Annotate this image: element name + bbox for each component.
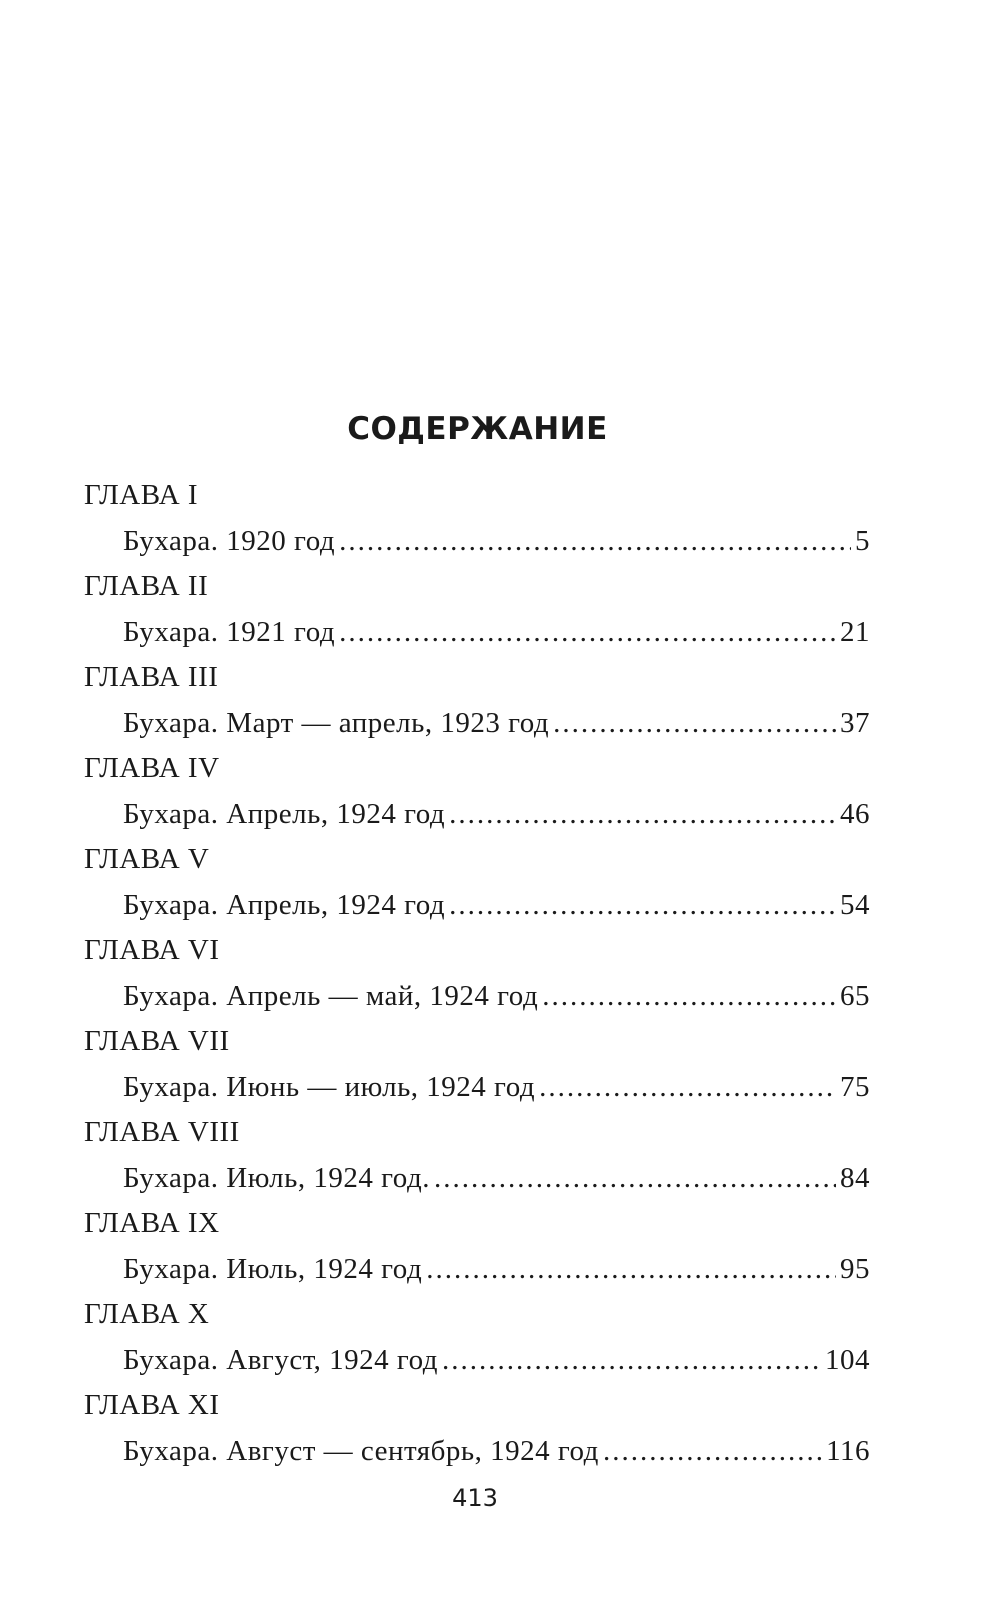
entry-title: Бухара. Август, 1924 год xyxy=(123,1344,439,1376)
toc-chapter xyxy=(84,473,870,564)
entry-page-number: 84 xyxy=(840,1162,870,1194)
entry-title: Бухара. Апрель — май, 1924 год xyxy=(123,980,539,1012)
dot-leader xyxy=(339,609,836,655)
entry-page-number: 37 xyxy=(840,707,870,739)
toc-heading: СОДЕРЖАНИЕ xyxy=(347,411,608,447)
entry-page-number: 75 xyxy=(840,1071,870,1103)
entry-title: Бухара. Июнь — июль, 1924 год xyxy=(123,1071,536,1103)
entry-page-number: 65 xyxy=(840,980,870,1012)
entry-page-number: 104 xyxy=(825,1344,870,1376)
dot-leader xyxy=(426,1246,836,1292)
dot-leader xyxy=(449,791,836,837)
toc-chapter xyxy=(84,1383,870,1474)
toc-chapter xyxy=(84,837,870,928)
chapter-label: ГЛАВА IX xyxy=(84,1207,220,1239)
entry-title: Бухара. Июль, 1924 год xyxy=(123,1253,423,1285)
chapter-label: ГЛАВА I xyxy=(84,479,199,511)
table-of-contents xyxy=(84,473,870,1474)
toc-chapter xyxy=(84,564,870,655)
toc-entry xyxy=(84,791,870,837)
entry-title: Бухара. Август — сентябрь, 1924 год xyxy=(123,1435,599,1467)
entry-title: Бухара. 1921 год xyxy=(123,616,336,648)
dot-leader xyxy=(434,1155,836,1201)
entry-page-number: 95 xyxy=(840,1253,870,1285)
dot-leader xyxy=(339,518,851,564)
chapter-label: ГЛАВА XI xyxy=(84,1389,220,1421)
entry-page-number: 5 xyxy=(855,525,870,557)
toc-entry xyxy=(84,973,870,1019)
chapter-label: ГЛАВА III xyxy=(84,661,219,693)
entry-page-number: 21 xyxy=(840,616,870,648)
entry-page-number: 54 xyxy=(840,889,870,921)
chapter-label: ГЛАВА V xyxy=(84,843,210,875)
toc-chapter xyxy=(84,1110,870,1201)
entry-title: Бухара. Апрель, 1924 год xyxy=(123,889,446,921)
entry-title: Бухара. Июль, 1924 год. xyxy=(123,1162,430,1194)
toc-entry xyxy=(84,1337,870,1383)
dot-leader xyxy=(542,973,836,1019)
dot-leader xyxy=(553,700,836,746)
dot-leader xyxy=(603,1428,822,1474)
toc-entry xyxy=(84,1246,870,1292)
entry-title: Бухара. 1920 год xyxy=(123,525,336,557)
toc-entry xyxy=(84,882,870,928)
entry-page-number: 116 xyxy=(826,1435,870,1467)
chapter-label: ГЛАВА VII xyxy=(84,1025,230,1057)
toc-entry xyxy=(84,609,870,655)
toc-entry xyxy=(84,1155,870,1201)
entry-title: Бухара. Апрель, 1924 год xyxy=(123,798,446,830)
toc-chapter xyxy=(84,1292,870,1383)
entry-title: Бухара. Март — апрель, 1923 год xyxy=(123,707,550,739)
entry-page-number: 46 xyxy=(840,798,870,830)
chapter-label: ГЛАВА IV xyxy=(84,752,220,784)
toc-chapter xyxy=(84,746,870,837)
dot-leader xyxy=(449,882,836,928)
chapter-label: ГЛАВА VI xyxy=(84,934,220,966)
toc-chapter xyxy=(84,1019,870,1110)
toc-entry xyxy=(84,1064,870,1110)
dot-leader xyxy=(442,1337,821,1383)
toc-chapter xyxy=(84,1201,870,1292)
chapter-label: ГЛАВА X xyxy=(84,1298,210,1330)
toc-entry xyxy=(84,700,870,746)
toc-chapter xyxy=(84,655,870,746)
dot-leader xyxy=(539,1064,836,1110)
toc-entry xyxy=(84,518,870,564)
toc-chapter xyxy=(84,928,870,1019)
chapter-label: ГЛАВА VIII xyxy=(84,1116,240,1148)
page-number: 413 xyxy=(452,1484,498,1512)
toc-entry xyxy=(84,1428,870,1474)
chapter-label: ГЛАВА II xyxy=(84,570,209,602)
